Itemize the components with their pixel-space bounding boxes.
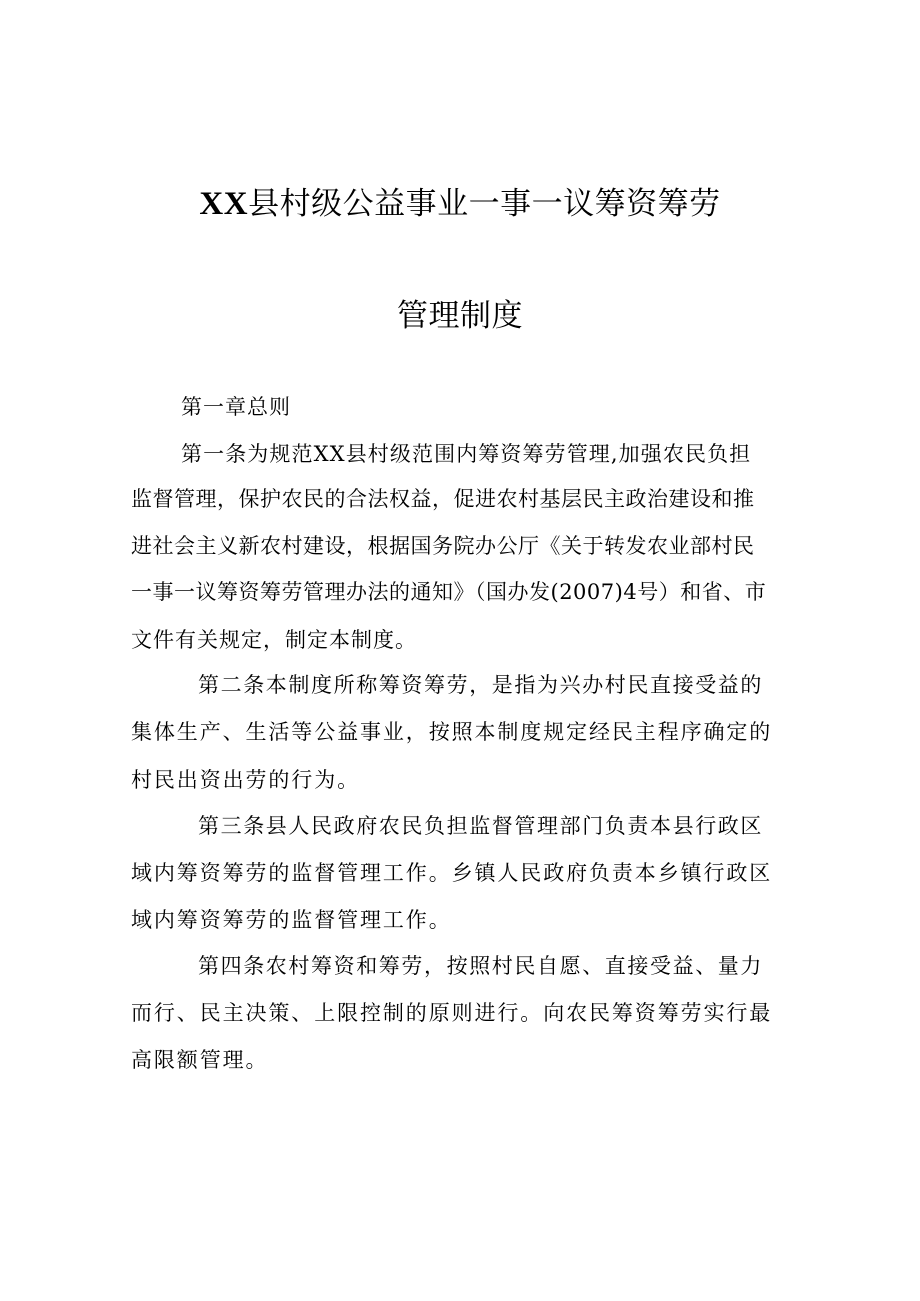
article4-line: 第四条农村筹资和筹劳，按照村民自愿、直接受益、量力 <box>198 954 763 978</box>
article3-line: 域内筹资筹劳的监督管理工作。乡镇人民政府负责本乡镇行政区 <box>131 861 773 885</box>
title-main-text: 县村级公益事业一事一议筹资筹劳 <box>248 186 721 222</box>
document-title-line2: 管理制度 <box>397 298 523 334</box>
article1-line: 监督管理，保护农民的合法权益，促进农村基层民主政治建设和推 <box>131 487 755 511</box>
document-title-line1 <box>0 178 920 223</box>
chapter-heading: 第一章总则 <box>181 395 291 419</box>
article3-line: 第三条县人民政府农民负担监督管理部门负责本县行政区 <box>198 814 763 838</box>
article2-line: 村民出资出劳的行为。 <box>131 768 360 792</box>
article1-line: 一事一议筹资筹劳管理办法的通知》（国办发(2007)4号）和省、市 <box>131 580 767 604</box>
article2-line: 集体生产、生活等公益事业，按照本制度规定经民主程序确定的 <box>131 720 773 744</box>
article2-line: 第二条本制度所称筹资筹劳，是指为兴办村民直接受益的 <box>198 673 763 697</box>
title-latin-prefix: XX <box>199 186 249 222</box>
article1-line: 第一条为规范XX县村级范围内筹资筹劳管理,加强农民负担 <box>181 442 752 466</box>
article1-line: 文件有关规定，制定本制度。 <box>131 628 417 652</box>
article4-line: 高限额管理。 <box>131 1048 269 1072</box>
article3-line: 域内筹资筹劳的监督管理工作。 <box>131 908 452 932</box>
article4-line: 而行、民主决策、上限控制的原则进行。向农民筹资筹劳实行最 <box>131 1001 773 1025</box>
article1-line: 进社会主义新农村建设，根据国务院办公厅《关于转发农业部村民 <box>131 534 755 558</box>
